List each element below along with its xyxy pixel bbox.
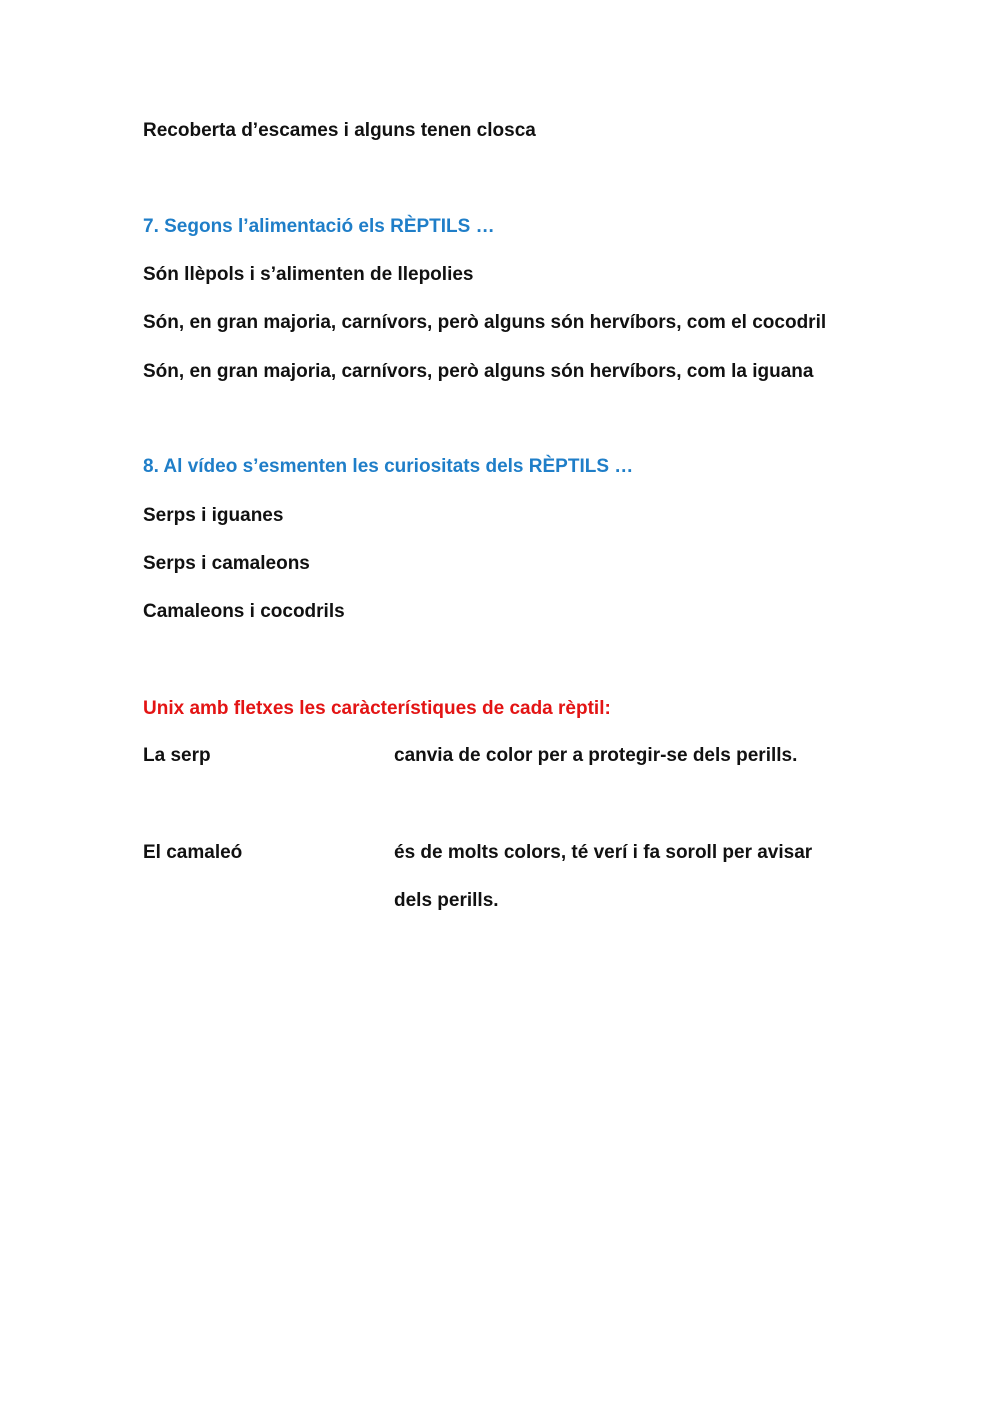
question-8-title: 8. Al vídeo s’esmenten les curiositats dels RÈPTILS … xyxy=(143,456,634,477)
match-right-2-continuation[interactable]: dels perills. xyxy=(394,890,499,911)
match-left-camaleo[interactable]: El camaleó xyxy=(143,842,243,863)
question-7-title: 7. Segons l’alimentació els RÈPTILS … xyxy=(143,216,495,237)
question-8-option-2[interactable]: Serps i camaleons xyxy=(143,553,310,574)
question-8-option-1[interactable]: Serps i iguanes xyxy=(143,505,284,526)
question-7-option-1[interactable]: Són llèpols i s’alimenten de llepolies xyxy=(143,264,474,285)
answer-option[interactable]: Recoberta d’escames i alguns tenen closca xyxy=(143,120,536,141)
match-right-2[interactable]: és de molts colors, té verí i fa soroll per avisar xyxy=(394,842,813,863)
question-8-option-3[interactable]: Camaleons i cocodrils xyxy=(143,601,345,622)
question-7-option-3[interactable]: Són, en gran majoria, carnívors, però alguns són hervíbors, com la iguana xyxy=(143,361,814,382)
match-right-1[interactable]: canvia de color per a protegir-se dels perills. xyxy=(394,745,798,766)
match-left-serp[interactable]: La serp xyxy=(143,745,211,766)
question-7-option-2[interactable]: Són, en gran majoria, carnívors, però alguns són hervíbors, com el cocodril xyxy=(143,312,827,333)
matching-instruction: Unix amb fletxes les caràcterístiques de cada rèptil: xyxy=(143,698,611,719)
